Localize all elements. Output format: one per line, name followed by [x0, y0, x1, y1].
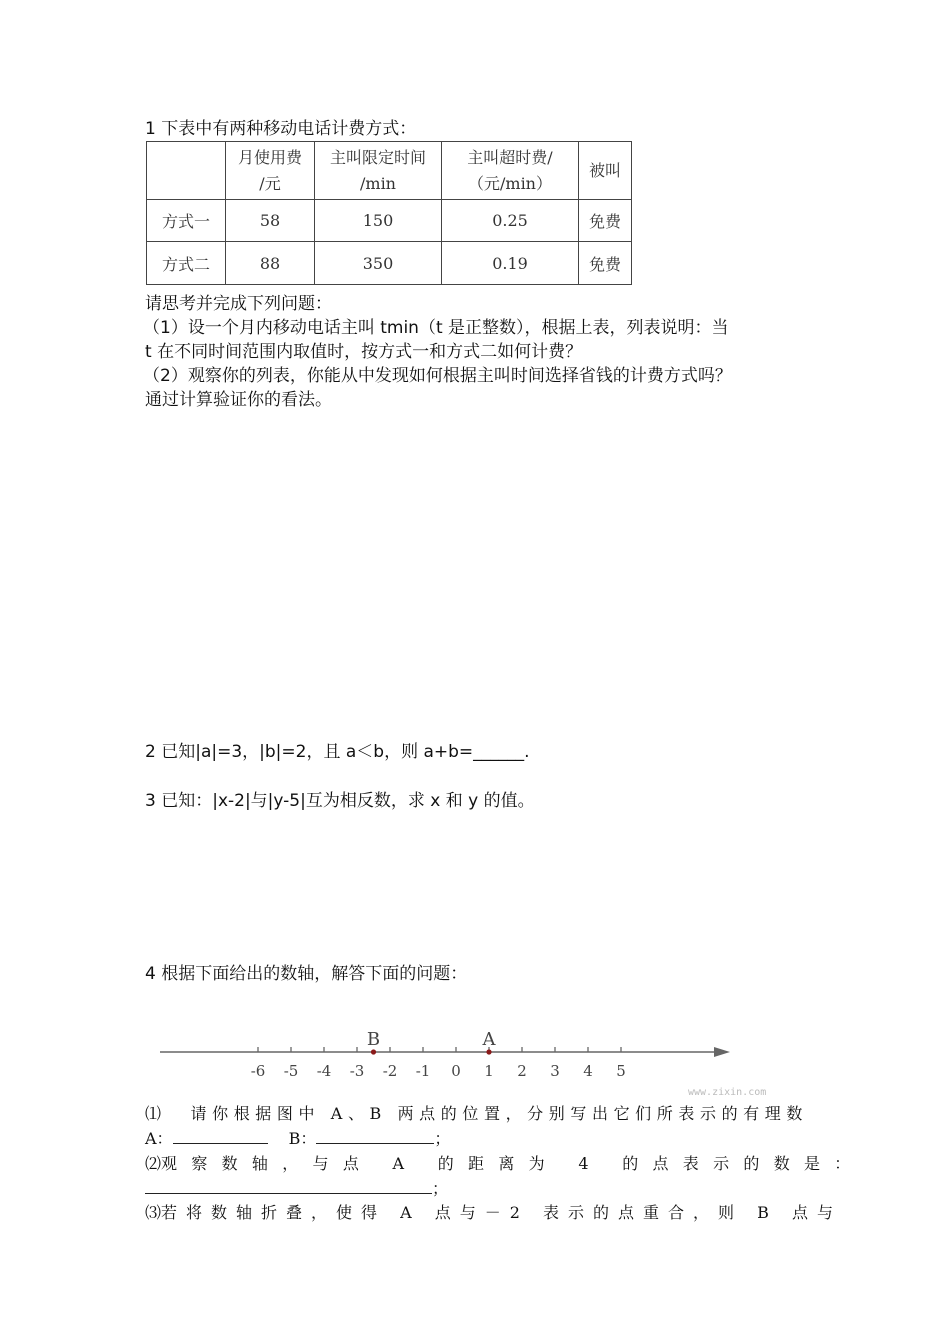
- table-cell: 0.19: [442, 242, 579, 285]
- table-cell: 方式一: [147, 200, 226, 242]
- q4-part2-num: ⑵: [145, 1154, 162, 1173]
- table-row: [147, 200, 632, 242]
- number-line-tick-label: 4: [583, 1062, 593, 1080]
- q4-heading: 4 根据下面给出的数轴，解答下面的问题：: [145, 964, 468, 984]
- number-line-tick-label: 5: [616, 1062, 626, 1080]
- q4-part2-text: 观察数轴，与点 A 的距离为 4 的点表示的数是：: [161, 1154, 865, 1173]
- q4-part3-text: 若将数轴折叠，使得 A 点与－2 表示的点重合，则 B 点与: [161, 1203, 842, 1222]
- fee-table: [146, 141, 632, 285]
- q4-part2: [145, 1151, 865, 1174]
- q4-part1-num: ⑴: [145, 1104, 162, 1123]
- table-header-cell: [147, 142, 226, 200]
- answer-blank-b[interactable]: [316, 1127, 434, 1144]
- table-header-cell: 月使用费 /元: [226, 142, 315, 200]
- answer-label-b: B：: [288, 1129, 317, 1148]
- table-header-cell: 被叫: [579, 142, 632, 200]
- number-line-tick-label: -3: [349, 1062, 365, 1080]
- table-cell: 免费: [579, 200, 632, 242]
- number-line: [0, 1020, 950, 1100]
- number-line-tick-label: -4: [316, 1062, 332, 1080]
- number-line-point-label: A: [482, 1029, 496, 1050]
- number-line-tick-label: 0: [451, 1062, 461, 1080]
- q1-intro: 请思考并完成下列问题：: [145, 294, 332, 314]
- answer-end-1: ；: [434, 1129, 451, 1148]
- table-header-cell: 主叫超时费/ （元/min）: [442, 142, 579, 200]
- table-cell: 免费: [579, 242, 632, 285]
- answer-blank-a[interactable]: [173, 1127, 268, 1144]
- table-cell: 方式二: [147, 242, 226, 285]
- q1-heading: 1 下表中有两种移动电话计费方式：: [145, 119, 417, 139]
- answer-label-a: A：: [145, 1129, 173, 1148]
- q4-part2-answer: [145, 1176, 448, 1199]
- number-line-tick-label: 2: [517, 1062, 527, 1080]
- arrow-right-icon: [714, 1047, 730, 1057]
- table-cell: 350: [315, 242, 442, 285]
- q1-part2-line2: 通过计算验证你的看法。: [145, 390, 332, 410]
- q4-part1-text: 请你根据图中 A、B 两点的位置，分别写出它们所表示的有理数: [190, 1104, 808, 1123]
- q4-part1-answers: [145, 1126, 450, 1149]
- number-line-tick-label: -1: [415, 1062, 431, 1080]
- table-cell: 58: [226, 200, 315, 242]
- number-line-tick-label: 1: [484, 1062, 494, 1080]
- q4-part1: [145, 1101, 808, 1124]
- answer-blank-distance[interactable]: [145, 1177, 432, 1194]
- answer-end-2: ；: [432, 1179, 449, 1198]
- number-line-tick-label: 3: [550, 1062, 560, 1080]
- number-line-tick-label: -2: [382, 1062, 398, 1080]
- table-cell: 0.25: [442, 200, 579, 242]
- q4-part3-num: ⑶: [145, 1203, 162, 1222]
- q3-text: 3 已知：|x-2|与|y-5|互为相反数，求 x 和 y 的值。: [145, 791, 535, 811]
- q1-part1-line1: （1）设一个月内移动电话主叫 tmin（t 是正整数），根据上表，列表说明：当: [143, 318, 729, 338]
- q1-part2-line1: （2）观察你的列表，你能从中发现如何根据主叫时间选择省钱的计费方式吗？: [143, 366, 732, 386]
- number-line-tick-label: -5: [283, 1062, 299, 1080]
- watermark: www.zixin.com: [688, 1087, 767, 1098]
- table-cell: 150: [315, 200, 442, 242]
- number-line-point: [486, 1049, 491, 1054]
- table-cell: 88: [226, 242, 315, 285]
- q2-text: 2 已知|a|=3，|b|=2，且 a＜b，则 a+b=______.: [145, 742, 530, 762]
- table-row: [147, 242, 632, 285]
- number-line-point-label: B: [366, 1029, 381, 1050]
- table-header-cell: 主叫限定时间 /min: [315, 142, 442, 200]
- q4-part3: [145, 1200, 842, 1223]
- q1-part1-line2: t 在不同时间范围内取值时，按方式一和方式二如何计费？: [145, 342, 583, 362]
- number-line-tick-label: -6: [250, 1062, 266, 1080]
- number-line-point: [371, 1049, 376, 1054]
